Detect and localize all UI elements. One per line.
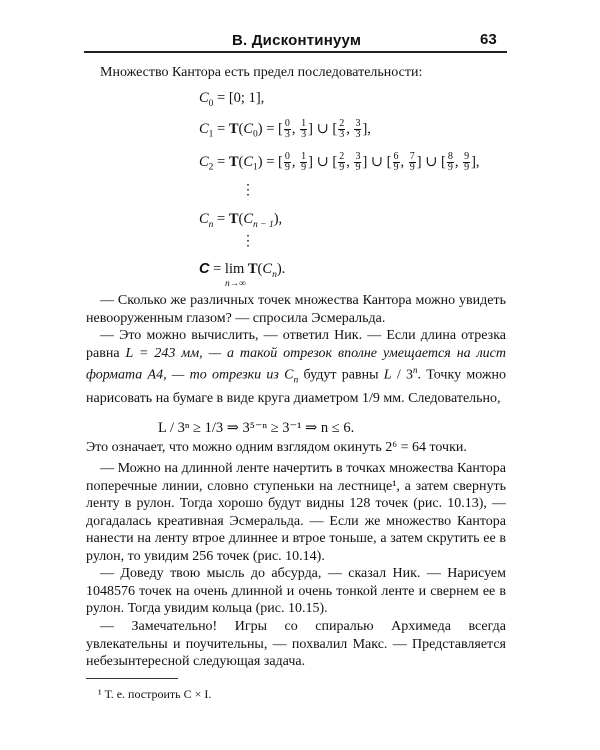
formula-cn: $C_n = T(C_{n - 1})$, bbox=[199, 211, 283, 230]
paragraph-2: — Это можно вычислить, — ответил Ник. — Если длина отрезка равна L = 243 мм, — а такой отрезок вполне умещается на лист формата А4, — то отрезки из $C_n$ будут равны L / 3$^n$. Точку можно нарисовать на бумаге в виде круга диаметром 1/9 мм. Следовательно, bbox=[86, 328, 507, 407]
cn-symbol: C bbox=[199, 211, 209, 227]
paragraph-3: Это означает, что можно одним взглядом окинуть 2⁶ = 64 точки. bbox=[86, 440, 467, 455]
vdots-1: ⋮ bbox=[241, 183, 255, 198]
c2-symbol: C bbox=[199, 153, 209, 170]
paragraph-4: — Можно на длинной ленте начертить в точках множества Канторa поперечные линии, словно ступеньки на лестнице¹, а затем свернуть ленту в рулон. Тогда хорошо будут видны 128 точек (рис. 10.13), — догадалась креативная Эсмеральда. — Если же множество Кантора нанести на ленту втрое длиннее и втрое тоньше, а затем скрутить ее в рулон, то увидим 256 точек (рис. 10.14). bbox=[86, 461, 506, 564]
page-number: 63 bbox=[480, 31, 497, 48]
c0-rhs: = [0; 1], bbox=[217, 90, 265, 106]
paragraph-5: — Доведу твою мысль до абсурда, — сказал Ник. — Нарисуем 1048576 точек на очень длинной и очень тонкой ленте и свернем ее в рулон. Тогда увидим кольца (рис. 10.15). bbox=[86, 566, 506, 617]
paragraph-1: — Сколько же различных точек множества Кантора можно увидеть невооруженным глазом? — спросила Эсмеральда. bbox=[86, 293, 506, 326]
formula-limit: $C = \lim T(C_n)$. bbox=[199, 261, 286, 280]
footnote-rule bbox=[86, 678, 178, 679]
footnote: ¹ Т. е. построить C × I. bbox=[98, 687, 212, 701]
c1-symbol: C bbox=[199, 120, 209, 137]
formula-c0: $C_0 = [0$; 1], bbox=[199, 90, 265, 109]
c0-symbol: C bbox=[199, 90, 209, 106]
header-rule bbox=[84, 51, 507, 53]
formula-c1: $C_1 = T(C_0)$ = [ $\frac{0}{3}$ , $\frac{1}{3}$ ] ∪ [ $\frac{2}{3}$ , $\frac{3}{3}$ ], bbox=[199, 118, 371, 140]
c-symbol: C bbox=[199, 261, 210, 277]
running-header-title: В. Дисконтинуум bbox=[232, 32, 362, 49]
vdots-2: ⋮ bbox=[241, 234, 255, 249]
intro-line: Множество Кантора есть предел последовательности: bbox=[100, 65, 423, 80]
inequality: L / 3ⁿ ≥ 1/3 ⇒ 3⁵⁻ⁿ ≥ 3⁻¹ ⇒ n ≤ 6. bbox=[158, 420, 355, 436]
limit-subscript: n→∞ bbox=[225, 279, 247, 289]
formula-c2: $C_2 = T(C_1)$ = [ $\frac{0}{9}$ , $\frac{1}{9}$ ] ∪ [ $\frac{2}{9}$ , $\frac{3}{9}$ ] ∪ [ $\frac{6}{9}$ , $\frac{7}{9}$ ] ∪ [ $\frac{8}{9}$ , $\frac{9}{9}$ ], bbox=[199, 151, 480, 173]
paragraph-6: — Замечательно! Игры со спиралью Архимеда всегда увлекательны и поучительны, — похвалил Макс. — Представляется небезынтересной следующая задача. bbox=[86, 619, 506, 670]
